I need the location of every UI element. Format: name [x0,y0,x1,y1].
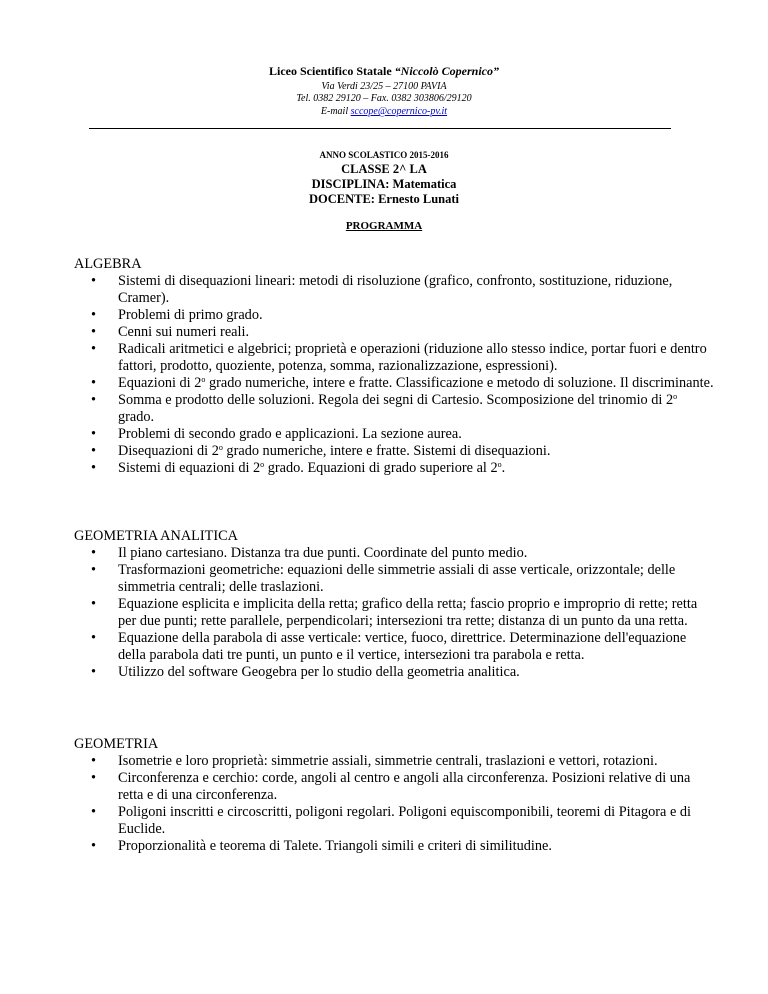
list-item [74,426,714,443]
email-link[interactable]: sccope@copernico-pv.it [350,106,448,117]
list-item [74,443,714,460]
list-item [74,804,714,838]
list-item [74,770,714,804]
list-item-text: Problemi di primo grado. [118,307,263,323]
school-year: ANNO SCOLASTICO 2015-2016 [319,150,449,160]
list-item [74,273,714,307]
list-item [74,838,714,855]
list-item-text: Cenni sui numeri reali. [118,324,250,340]
school-email-line [0,106,768,118]
programma-heading: PROGRAMMA [345,220,423,232]
header-divider [89,128,671,129]
bullet-icon: • [91,664,97,680]
section-algebra [74,256,714,477]
list-item-text: Circonferenza e cerchio: corde, angoli al centro e angoli alla circonferenza. Posizioni relative di una retta e di una circonferenza. [118,770,691,803]
section-title: GEOMETRIA [74,736,159,752]
subject-label: DISCIPLINA: Matematica [311,177,457,191]
class-label: CLASSE 2^ LA [341,162,427,176]
list-item-text: Utilizzo del software Geogebra per lo studio della geometria analitica. [118,664,520,680]
list-item-text: Problemi di secondo grado e applicazioni. La sezione aurea. [118,426,462,442]
bullet-icon: • [91,460,97,476]
bullet-icon: • [91,804,97,820]
section-geometria [74,736,714,855]
list-item [74,562,714,596]
bullet-icon: • [91,545,97,561]
list-item-text: Equazioni di 2$^o$ grado numeriche, intere e fratte. Classificazione e metodo di soluzione. Il discriminante. [118,375,714,391]
bullet-icon: • [91,443,97,459]
bullet-icon: • [91,770,97,786]
list-item [74,596,714,630]
list-item-text: Proporzionalità e teorema di Talete. Triangoli simili e criteri di similitudine. [118,838,552,854]
bullet-icon: • [91,341,97,357]
list-item [74,460,714,477]
list-item-text: Il piano cartesiano. Distanza tra due punti. Coordinate del punto medio. [118,545,528,561]
section-items [74,753,714,855]
list-item-text: Equazione esplicita e implicita della retta; grafico della retta; fascio proprio e improprio di rette; retta per due punti; rette parallele, perpendicolari; intersezioni tra rette; distanza di un punto da una retta. [118,596,698,629]
bullet-icon: • [91,596,97,612]
list-item [74,392,714,426]
list-item-text: Somma e prodotto delle soluzioni. Regola dei segni di Cartesio. Scomposizione del trinomio di 2$^o$ grado. [118,392,678,425]
list-item-text: Radicali aritmetici e algebrici; proprietà e operazioni (riduzione allo stesso indice, portar fuori e dentro fattori, prodotto, quoziente, potenza, somma, razionalizzazione, espressioni). [118,341,707,374]
section-geometria-analitica [74,528,714,681]
list-item-text: Equazione della parabola di asse verticale: vertice, fuoco, direttrice. Determinazione dell'equazione della parabola dati tre punti, un punto e il vertice, intersezioni tra parabola e retta. [118,630,687,663]
school-prefix: Liceo Scientifico Statale [269,64,395,78]
list-item [74,307,714,324]
section-items [74,545,714,681]
email-label: E-mail [320,106,351,117]
section-title: ALGEBRA [74,256,142,272]
list-item [74,375,714,392]
list-item [74,341,714,375]
teacher-label: DOCENTE: Ernesto Lunati [308,192,460,206]
list-item [74,545,714,562]
list-item [74,324,714,341]
list-item-text: Isometrie e loro proprietà: simmetrie assiali, simmetrie centrali, traslazioni e vettori, rotazioni. [118,753,658,769]
bullet-icon: • [91,426,97,442]
bullet-icon: • [91,562,97,578]
school-phone: Tel. 0382 29120 – Fax. 0382 303806/29120 [296,93,472,104]
bullet-icon: • [91,273,97,289]
section-items [74,273,714,477]
bullet-icon: • [91,392,97,408]
bullet-icon: • [91,753,97,769]
bullet-icon: • [91,375,97,391]
bullet-icon: • [91,324,97,340]
list-item [74,664,714,681]
list-item-text: Poligoni inscritti e circoscritti, poligoni regolari. Poligoni equiscomponibili, teoremi di Pitagora e di Euclide. [118,804,691,837]
bullet-icon: • [91,838,97,854]
school-address: Via Verdi 23/25 – 27100 PAVIA [321,81,447,92]
list-item-text: Disequazioni di 2$^o$ grado numeriche, intere e fratte. Sistemi di disequazioni. [118,443,551,459]
list-item [74,753,714,770]
bullet-icon: • [91,630,97,646]
list-item-text: Sistemi di equazioni di 2$^o$ grado. Equazioni di grado superiore al 2$^o$. [118,460,506,476]
list-item [74,630,714,664]
school-name: “Niccolò Copernico” [394,64,499,78]
list-item-text: Sistemi di disequazioni lineari: metodi di risoluzione (grafico, confronto, sostituzione, riduzione, Cramer). [118,273,673,306]
school-title [0,64,768,79]
bullet-icon: • [91,307,97,323]
section-title: GEOMETRIA ANALITICA [74,528,239,544]
list-item-text: Trasformazioni geometriche: equazioni delle simmetrie assiali di asse verticale, orizzontale; delle simmetria centrali; delle traslazioni. [118,562,676,595]
